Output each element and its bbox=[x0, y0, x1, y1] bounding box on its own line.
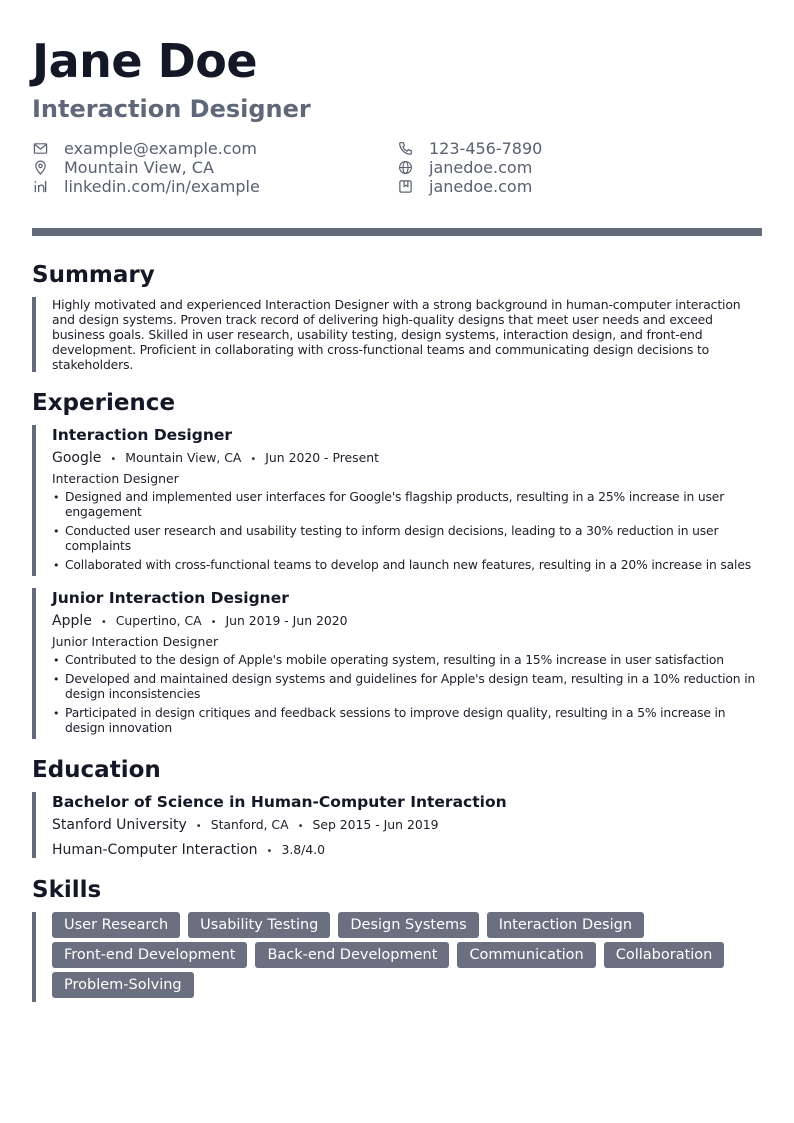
gpa: 3.8/4.0 bbox=[281, 842, 326, 857]
email-text: example@example.com bbox=[64, 139, 257, 158]
skill-chip: User Research bbox=[52, 912, 180, 938]
skill-chip: Front-end Development bbox=[52, 942, 247, 968]
portfolio-text: janedoe.com bbox=[429, 177, 533, 196]
skills-heading: Skills bbox=[32, 877, 102, 903]
skill-chip: Usability Testing bbox=[188, 912, 330, 938]
separator-dot: • bbox=[210, 617, 217, 628]
separator-dot: • bbox=[266, 846, 273, 857]
job-entry bbox=[32, 588, 762, 739]
bullet-item: • Designed and implemented user interfaces for Google's flagship products, resulting in a 25% increase in user engagement bbox=[52, 490, 762, 520]
degree-title: Bachelor of Science in Human-Computer Interaction bbox=[52, 793, 507, 811]
bookmark-icon bbox=[397, 179, 413, 195]
skill-chip: Design Systems bbox=[338, 912, 478, 938]
education-entry bbox=[32, 792, 762, 858]
job-bullets bbox=[52, 653, 762, 736]
linkedin-icon bbox=[32, 179, 48, 195]
contact-phone[interactable] bbox=[397, 139, 542, 158]
school-name: Stanford University bbox=[52, 817, 187, 833]
job-dates: Jun 2019 - Jun 2020 bbox=[225, 613, 348, 628]
company-name: Apple bbox=[52, 613, 92, 629]
job-meta bbox=[52, 611, 762, 633]
bullet-item: • Participated in design critiques and feedback sessions to improve design quality, resulting in a 5% increase in design innovation bbox=[52, 706, 762, 736]
contact-email[interactable] bbox=[32, 139, 260, 158]
header-divider bbox=[32, 228, 762, 236]
company-name: Google bbox=[52, 450, 102, 466]
bullet-item: • Collaborated with cross-functional teams to develop and launch new features, resulting in a 20% increase in sales bbox=[52, 558, 762, 573]
job-bullets bbox=[52, 490, 762, 573]
bullet-item: • Developed and maintained design systems and guidelines for Apple's design team, resulting in a 10% reduction in design inconsistencies bbox=[52, 672, 762, 702]
contact-column-right bbox=[397, 139, 542, 196]
field-of-study: Human-Computer Interaction bbox=[52, 842, 258, 858]
location-icon bbox=[32, 160, 48, 176]
location-text: Mountain View, CA bbox=[64, 158, 214, 177]
phone-text: 123-456-7890 bbox=[429, 139, 543, 158]
candidate-name: Jane Doe bbox=[32, 34, 258, 88]
job-location: Cupertino, CA bbox=[115, 613, 202, 628]
school-location: Stanford, CA bbox=[210, 817, 289, 832]
education-meta bbox=[52, 815, 762, 837]
job-subrole: Junior Interaction Designer bbox=[52, 634, 219, 649]
education-dates: Sep 2015 - Jun 2019 bbox=[312, 817, 439, 832]
job-title: Interaction Designer bbox=[52, 426, 233, 444]
separator-dot: • bbox=[100, 617, 107, 628]
linkedin-text: linkedin.com/in/example bbox=[64, 177, 260, 196]
candidate-role: Interaction Designer bbox=[32, 95, 311, 123]
contact-portfolio[interactable] bbox=[397, 177, 542, 196]
job-entry bbox=[32, 425, 762, 576]
skill-chip: Problem-Solving bbox=[52, 972, 194, 998]
phone-icon bbox=[397, 141, 413, 157]
summary-heading: Summary bbox=[32, 262, 155, 288]
separator-dot: • bbox=[250, 454, 257, 465]
website-text: janedoe.com bbox=[429, 158, 533, 177]
separator-dot: • bbox=[195, 821, 202, 832]
globe-icon bbox=[397, 160, 413, 176]
job-title: Junior Interaction Designer bbox=[52, 589, 289, 607]
job-meta bbox=[52, 448, 762, 470]
mail-icon bbox=[32, 141, 48, 157]
skill-chip: Collaboration bbox=[604, 942, 725, 968]
job-subrole: Interaction Designer bbox=[52, 471, 179, 486]
bullet-item: • Contributed to the design of Apple's mobile operating system, resulting in a 15% increase in user satisfaction bbox=[52, 653, 762, 668]
job-dates: Jun 2020 - Present bbox=[265, 450, 379, 465]
bullet-item: • Conducted user research and usability testing to inform design decisions, leading to a 30% reduction in user complaints bbox=[52, 524, 762, 554]
skills-list bbox=[52, 912, 742, 998]
contact-linkedin[interactable] bbox=[32, 177, 260, 196]
contact-column-left bbox=[32, 139, 260, 196]
experience-heading: Experience bbox=[32, 390, 176, 416]
education-heading: Education bbox=[32, 757, 161, 783]
summary-block bbox=[32, 297, 762, 372]
separator-dot: • bbox=[297, 821, 304, 832]
contact-website[interactable] bbox=[397, 158, 542, 177]
skill-chip: Back-end Development bbox=[255, 942, 449, 968]
education-field-line bbox=[52, 840, 762, 862]
skill-chip: Communication bbox=[457, 942, 595, 968]
summary-text: Highly motivated and experienced Interaction Designer with a strong background in human-computer interaction and design systems. Proven track record of delivering high-quality designs that meet user needs and exceed business goals. Skilled in user research, usability testing, design systems, interaction design, and front-end development. Proficient in collaborating with cross-functional teams and communicating design decisions to stakeholders. bbox=[52, 297, 741, 372]
skills-block bbox=[32, 912, 762, 1002]
contact-location bbox=[32, 158, 260, 177]
separator-dot: • bbox=[110, 454, 117, 465]
skill-chip: Interaction Design bbox=[487, 912, 644, 938]
job-location: Mountain View, CA bbox=[125, 450, 242, 465]
